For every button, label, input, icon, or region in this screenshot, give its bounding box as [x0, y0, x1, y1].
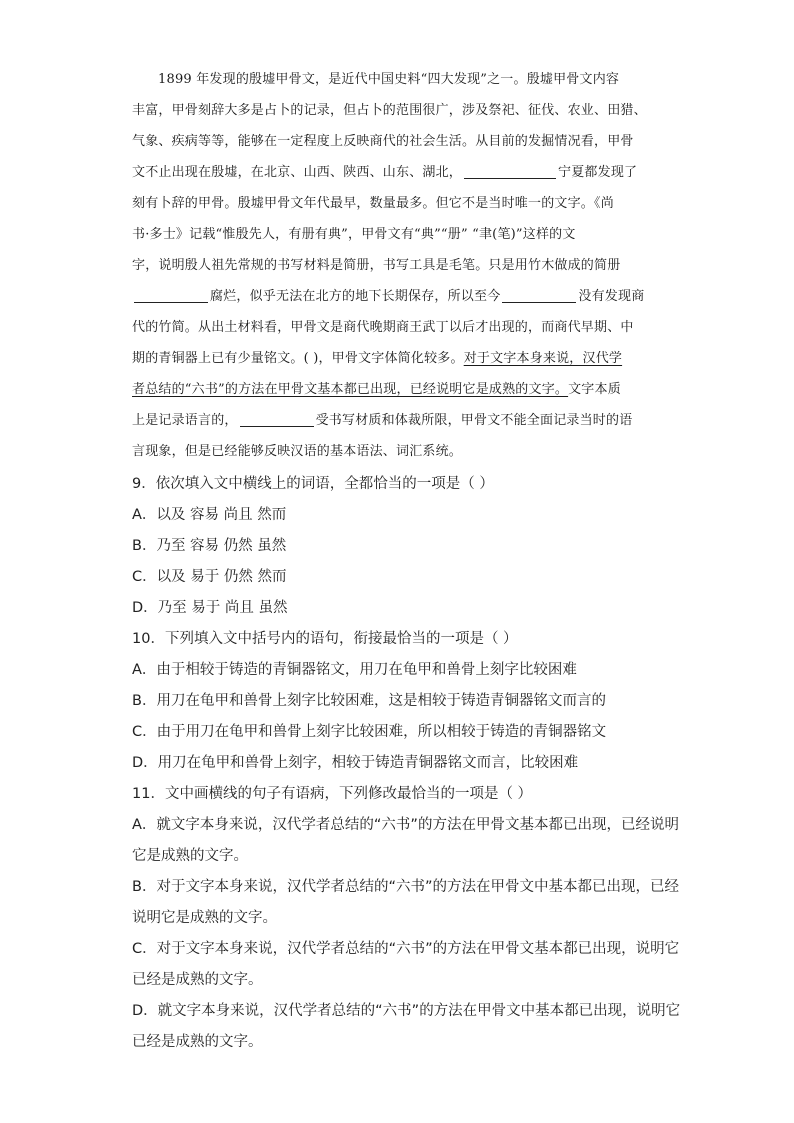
answer-option: D．乃至 易于 尚且 虽然 [132, 600, 288, 616]
answer-option: B．乃至 容易 仍然 虽然 [132, 538, 287, 554]
passage-line: 代的竹简。从出土材料看，甲骨文是商代晚期商王武丁以后才出现的，而商代早期、中 [132, 320, 634, 335]
passage-text: 期的青铜器上已有少量铭文。( )，甲骨文字体简化较多。 [132, 351, 464, 366]
question-list [132, 469, 681, 1058]
passage-text: 文字本质 [568, 382, 621, 397]
question-stem: 10．下列填入文中括号内的语句，衔接最恰当的一项是（ ） [132, 631, 518, 647]
reading-passage [132, 64, 660, 467]
fill-blank-4 [240, 425, 314, 427]
passage-text: 上是记录语言的， [132, 413, 238, 428]
passage-line: 气象、疾病等等，能够在一定程度上反映商代的社会生活。从目前的发掘情况看，甲骨 [132, 134, 634, 149]
answer-option-continued: 已经是成熟的文字。 [132, 1034, 263, 1050]
passage-line: 字，说明殷人祖先常规的书写材料是简册，书写工具是毛笔。只是用竹木做成的简册 [132, 258, 621, 273]
passage-text: 没有发现商 [578, 289, 645, 304]
answer-option: B．对于文字本身来说，汉代学者总结的“六书”的方法在甲骨文中基本都已出现，已经 [132, 879, 679, 895]
fill-blank-3 [502, 301, 576, 303]
answer-option: A．就文字本身来说，汉代学者总结的“六书”的方法在甲骨文基本都已出现，已经说明 [132, 817, 679, 833]
passage-line [132, 281, 660, 312]
passage-line [132, 157, 660, 188]
underlined-sentence: 者总结的“六书”的方法在甲骨文基本都已出现，已经说明它是成熟的文字。 [132, 382, 569, 397]
fill-blank-1 [464, 177, 556, 179]
answer-option: A．由于相较于铸造的青铜器铭文，用刀在龟甲和兽骨上刻字比较困难 [132, 662, 577, 678]
passage-line: 刻有卜辞的甲骨。殷墟甲骨文年代最早，数量最多。但它不是当时唯一的文字。《尚 [132, 196, 614, 211]
answer-option-continued: 已经是成熟的文字。 [132, 972, 263, 988]
passage-text: 腐烂，似乎无法在北方的地下长期保存，所以至今 [210, 289, 501, 304]
answer-option: D．就文字本身来说，汉代学者总结的“六书”的方法在甲骨文中基本都已出现，说明它 [132, 1003, 681, 1019]
answer-option: A．以及 容易 尚且 然而 [132, 507, 287, 523]
question-stem: 9．依次填入文中横线上的词语，全都恰当的一项是（ ） [132, 476, 494, 492]
answer-option: B．用刀在龟甲和兽骨上刻字比较困难，这是相较于铸造青铜器铭文而言的 [132, 693, 606, 709]
passage-line: 书·多士》记载“惟殷先人，有册有典”，甲骨文有“典”“册” “聿(笔)”这样的文 [132, 227, 576, 242]
question-stem: 11．文中画横线的句子有语病，下列修改最恰当的一项是（ ） [132, 786, 533, 802]
underlined-sentence: 对于文字本身来说，汉代学 [463, 351, 623, 366]
passage-line [132, 405, 660, 436]
passage-line: 1899 年发现的殷墟甲骨文，是近代中国史料“四大发现”之一。殷墟甲骨文内容 [158, 72, 620, 87]
answer-option: C．对于文字本身来说，汉代学者总结的“六书”的方法在甲骨文基本都已出现，说明它 [132, 941, 680, 957]
passage-line [132, 374, 660, 405]
answer-option-continued: 它是成熟的文字。 [132, 848, 248, 864]
answer-option-continued: 说明它是成熟的文字。 [132, 910, 277, 926]
answer-option: C．以及 易于 仍然 然而 [132, 569, 287, 585]
fill-blank-2 [134, 301, 208, 303]
passage-line: 丰富，甲骨刻辞大多是占卜的记录，但占卜的范围很广，涉及祭祀、征伐、农业、田猎、 [132, 103, 647, 118]
passage-text: 文不止出现在殷墟，在北京、山西、陕西、山东、湖北， [132, 165, 463, 180]
passage-text: 受书写材质和体裁所限，甲骨文不能全面记录当时的语 [315, 413, 633, 428]
passage-text: 宁夏都发现了 [558, 165, 638, 180]
passage-line: 言现象，但是已经能够反映汉语的基本语法、词汇系统。 [132, 444, 463, 459]
answer-option: D．用刀在龟甲和兽骨上刻字，相较于铸造青铜器铭文而言，比较困难 [132, 755, 579, 771]
passage-line [132, 343, 660, 374]
answer-option: C．由于用刀在龟甲和兽骨上刻字比较困难，所以相较于铸造的青铜器铭文 [132, 724, 607, 740]
